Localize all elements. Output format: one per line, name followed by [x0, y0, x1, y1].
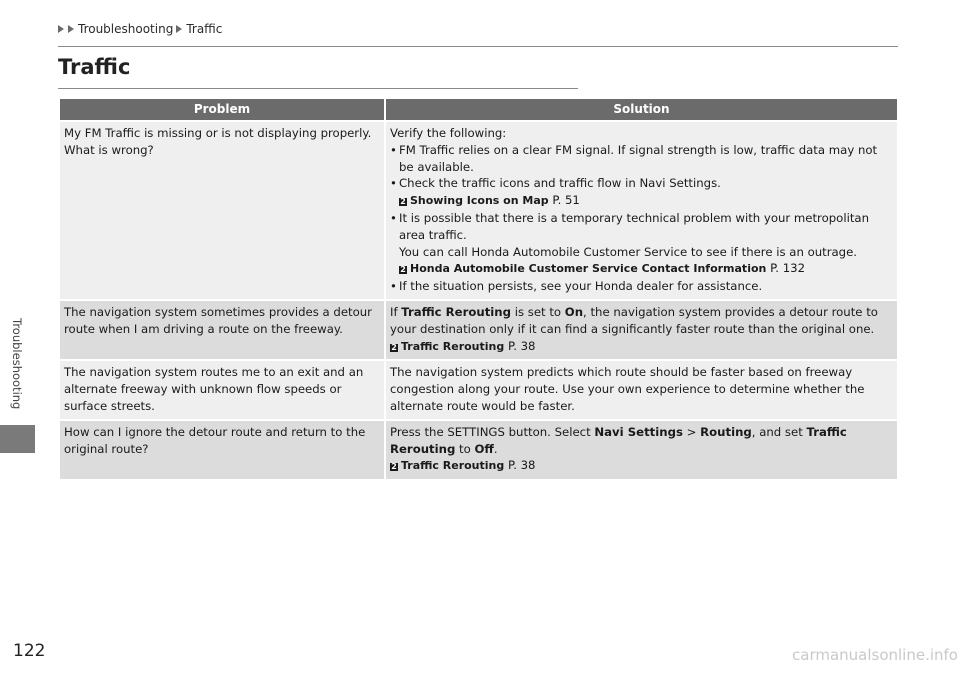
page-title: Traffic	[58, 55, 131, 79]
solution-cell: Press the SETTINGS button. Select Navi Settings > Routing, and set Traffic Rerouting to Off. 2 Traffic Rerouting P. 38	[386, 419, 897, 479]
breadcrumb-arrow-icon	[176, 25, 182, 33]
cross-reference-link[interactable]: 2 Honda Automobile Customer Service Contact Information P. 132	[400, 261, 806, 276]
table-row	[60, 120, 897, 299]
section-tab-marker	[0, 425, 35, 453]
column-header-problem: Problem	[60, 99, 384, 120]
reference-icon: 2	[391, 462, 397, 472]
table-row	[60, 359, 897, 418]
breadcrumb-item[interactable]: Troubleshooting	[78, 22, 174, 36]
watermark: carmanualsonline.info	[792, 646, 958, 664]
problem-cell: The navigation system routes me to an exit and an alternate freeway with unknown flow speeds or surface streets.	[60, 359, 384, 418]
cross-reference-link[interactable]: 2 Showing Icons on Map P. 51	[400, 193, 580, 208]
solution-cell: If Traffic Rerouting is set to On, the navigation system provides a detour route to your destination only if it can find a significantly faster route than the original one. 2 Traffic Rerouting P. 38	[386, 299, 897, 359]
column-header-solution: Solution	[386, 99, 897, 120]
breadcrumb	[58, 22, 222, 36]
table-row	[60, 299, 897, 359]
solution-cell	[386, 120, 897, 299]
bullet-item: • It is possible that there is a temporary technical problem with your metropolitan area traffic. You can call Honda Automobile Customer Service to see if there is an outrage.	[390, 210, 893, 260]
troubleshooting-table	[58, 99, 899, 479]
header-divider	[58, 46, 898, 47]
problem-cell: My FM Traffic is missing or is not displaying properly. What is wrong?	[60, 120, 384, 299]
page-number: 122	[13, 641, 46, 661]
table-header-row	[60, 99, 897, 120]
solution-cell: The navigation system predicts which route should be faster based on freeway congestion along your route. Use your own experience to determine whether the alternate route would be faster.	[386, 359, 897, 418]
reference-icon: 2	[400, 197, 406, 207]
breadcrumb-arrow-icon	[58, 25, 64, 33]
bullet-item: • If the situation persists, see your Honda dealer for assistance.	[390, 278, 893, 295]
breadcrumb-item[interactable]: Traffic	[186, 22, 223, 36]
cross-reference-link[interactable]: 2 Traffic Rerouting P. 38	[391, 458, 536, 473]
bullet-item: • Check the traffic icons and traffic flow in Navi Settings.	[390, 175, 893, 192]
reference-icon: 2	[391, 342, 397, 352]
reference-icon: 2	[400, 265, 406, 275]
problem-cell: The navigation system sometimes provides a detour route when I am driving a route on the freeway.	[60, 299, 384, 359]
cross-reference-link[interactable]: 2 Traffic Rerouting P. 38	[391, 338, 536, 353]
problem-cell: How can I ignore the detour route and return to the original route?	[60, 419, 384, 479]
bullet-item: • FM Traffic relies on a clear FM signal. If signal strength is low, traffic data may not be available.	[390, 142, 893, 176]
breadcrumb-arrow-icon	[68, 25, 74, 33]
table-row	[60, 419, 897, 479]
solution-intro: Verify the following:	[390, 126, 507, 140]
title-divider	[58, 88, 578, 89]
